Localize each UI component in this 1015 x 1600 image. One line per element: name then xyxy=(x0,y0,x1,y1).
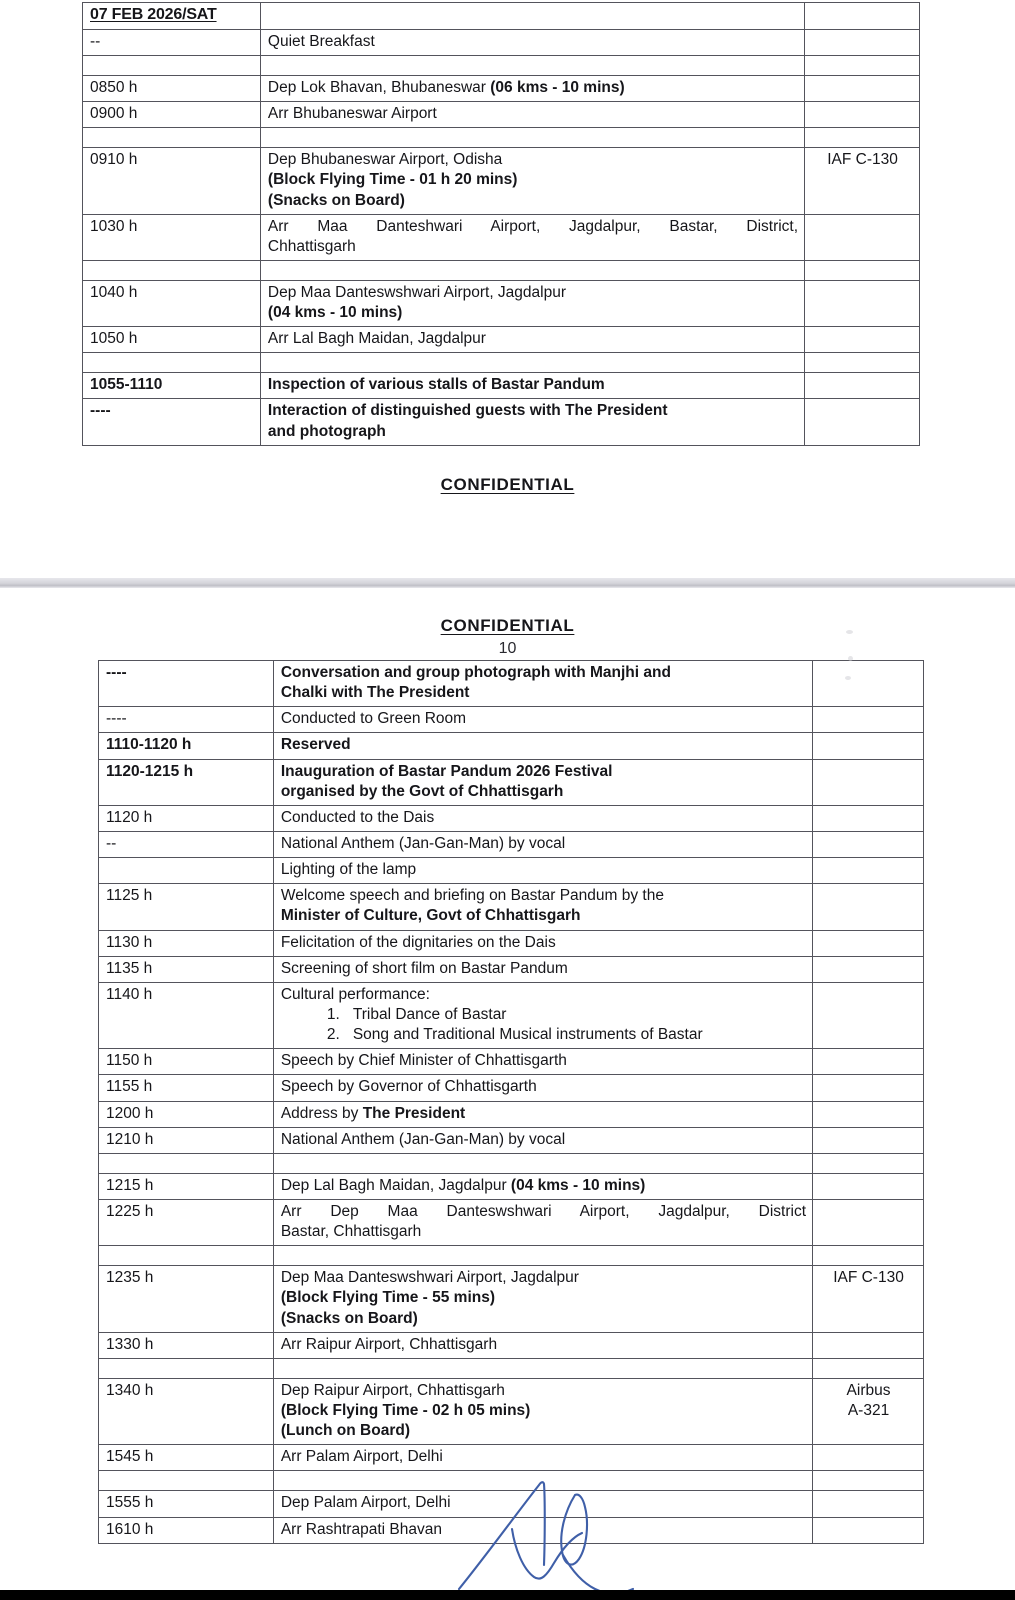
document-page-one xyxy=(0,0,1015,578)
row-time-cell: 0850 h xyxy=(83,75,261,101)
row-aircraft-cell xyxy=(805,29,920,55)
list-item: 1. Tribal Dance of Bastar xyxy=(326,1005,507,1023)
row-description-cell: Lighting of the lamp xyxy=(273,858,812,884)
row-description-cell: Arr Dep Maa Danteswshwari Airport, Jagdalpur, District Bastar, Chhattisgarh xyxy=(273,1199,812,1245)
table-row xyxy=(99,1199,924,1245)
table-row xyxy=(99,1173,924,1199)
row-description-cell: Dep Lal Bagh Maidan, Jagdalpur (04 kms - 10 mins) xyxy=(273,1173,812,1199)
row-aircraft-cell xyxy=(805,280,920,326)
row-aircraft-cell xyxy=(805,3,920,30)
row-description-cell: Speech by Chief Minister of Chhattisgarth xyxy=(273,1049,812,1075)
confidential-label: CONFIDENTIAL xyxy=(440,475,575,494)
row-aircraft-cell xyxy=(805,102,920,128)
row-time-cell: 1050 h xyxy=(83,327,261,353)
row-time-cell: 1235 h xyxy=(99,1266,274,1332)
table-row xyxy=(83,29,920,55)
row-aircraft-cell xyxy=(813,1075,924,1101)
row-time-cell: 1120-1215 h xyxy=(99,759,274,805)
row-time-cell: 1330 h xyxy=(99,1332,274,1358)
row-description-cell: Arr Rashtrapati Bhavan xyxy=(273,1517,812,1543)
table-spacer-row xyxy=(83,55,920,75)
table-row xyxy=(83,373,920,399)
table-spacer-row xyxy=(99,1153,924,1173)
table-row xyxy=(83,3,920,30)
table-row xyxy=(99,884,924,930)
table-spacer-row xyxy=(99,1358,924,1378)
table-row xyxy=(83,214,920,260)
scan-bottom-edge xyxy=(0,1590,1015,1600)
table-row xyxy=(99,982,924,1048)
table-row xyxy=(83,148,920,214)
row-description-cell: Dep Palam Airport, Delhi xyxy=(273,1491,812,1517)
row-description-cell: Arr Maa Danteshwari Airport, Jagdalpur, Bastar, District, Chhattisgarh xyxy=(260,214,804,260)
table-row xyxy=(99,1075,924,1101)
table-row xyxy=(83,327,920,353)
itinerary-table-page-one xyxy=(82,2,920,446)
row-description-cell: Felicitation of the dignitaries on the Dais xyxy=(273,930,812,956)
row-time-cell: 1055-1110 xyxy=(83,373,261,399)
row-aircraft-cell xyxy=(813,759,924,805)
row-time-cell xyxy=(83,3,261,30)
row-description-cell: Dep Maa Danteswshwari Airport, Jagdalpur (Block Flying Time - 55 mins) (Snacks on Board) xyxy=(273,1266,812,1332)
row-time-cell: 1150 h xyxy=(99,1049,274,1075)
row-time-cell: 1545 h xyxy=(99,1445,274,1471)
table-row xyxy=(99,733,924,759)
row-time-cell: 1155 h xyxy=(99,1075,274,1101)
row-description-cell: Reserved xyxy=(273,733,812,759)
row-description-cell: Inspection of various stalls of Bastar Pandum xyxy=(260,373,804,399)
confidential-label: CONFIDENTIAL xyxy=(440,616,575,635)
table-row xyxy=(99,759,924,805)
table-row xyxy=(99,1332,924,1358)
row-description-cell: National Anthem (Jan-Gan-Man) by vocal xyxy=(273,831,812,857)
row-aircraft-cell xyxy=(813,733,924,759)
row-aircraft-cell xyxy=(805,373,920,399)
row-aircraft-cell xyxy=(813,1445,924,1471)
row-description-cell: Screening of short film on Bastar Pandum xyxy=(273,956,812,982)
row-time-cell: 1130 h xyxy=(99,930,274,956)
row-aircraft-cell xyxy=(813,1199,924,1245)
row-time-cell: ---- xyxy=(83,399,261,445)
row-time-cell: 1610 h xyxy=(99,1517,274,1543)
row-time-cell: 1120 h xyxy=(99,805,274,831)
confidential-header-page-two xyxy=(0,616,1015,636)
row-description-cell: Dep Lok Bhavan, Bhubaneswar (06 kms - 10 mins) xyxy=(260,75,804,101)
confidential-footer-page-one xyxy=(0,475,1015,495)
scan-speckle xyxy=(846,630,853,634)
row-aircraft-cell xyxy=(813,1101,924,1127)
table-row xyxy=(83,102,920,128)
table-row xyxy=(99,1049,924,1075)
table-row xyxy=(99,1445,924,1471)
row-time-cell: 1210 h xyxy=(99,1127,274,1153)
table-row xyxy=(99,1491,924,1517)
table-row xyxy=(83,399,920,445)
row-description-cell: Speech by Governor of Chhattisgarth xyxy=(273,1075,812,1101)
row-aircraft-cell xyxy=(813,805,924,831)
row-description-cell: Arr Palam Airport, Delhi xyxy=(273,1445,812,1471)
row-aircraft-cell xyxy=(813,707,924,733)
row-time-cell: 1140 h xyxy=(99,982,274,1048)
list-item: 2. Song and Traditional Musical instruments of Bastar xyxy=(326,1026,703,1044)
row-time-cell: 0910 h xyxy=(83,148,261,214)
row-description-cell: Arr Lal Bagh Maidan, Jagdalpur xyxy=(260,327,804,353)
table-row xyxy=(83,75,920,101)
table-row xyxy=(99,1266,924,1332)
row-time-cell: 1135 h xyxy=(99,956,274,982)
row-aircraft-cell xyxy=(805,214,920,260)
row-description-cell: Arr Bhubaneswar Airport xyxy=(260,102,804,128)
row-description-cell: Welcome speech and briefing on Bastar Pandum by the Minister of Culture, Govt of Chhattisgarh xyxy=(273,884,812,930)
row-time-cell: 1125 h xyxy=(99,884,274,930)
document-page-two xyxy=(0,588,1015,1600)
row-aircraft-cell xyxy=(813,831,924,857)
row-time-cell: 1340 h xyxy=(99,1378,274,1444)
row-aircraft-cell: IAF C-130 xyxy=(813,1266,924,1332)
row-description-cell: National Anthem (Jan-Gan-Man) by vocal xyxy=(273,1127,812,1153)
row-description-cell: Inauguration of Bastar Pandum 2026 Festival organised by the Govt of Chhattisgarh xyxy=(273,759,812,805)
scan-speckle xyxy=(845,676,851,680)
table-spacer-row xyxy=(83,128,920,148)
row-aircraft-cell xyxy=(813,1127,924,1153)
table-row xyxy=(99,956,924,982)
table-row xyxy=(99,1378,924,1444)
row-time-cell: 1030 h xyxy=(83,214,261,260)
row-aircraft-cell xyxy=(813,858,924,884)
row-aircraft-cell xyxy=(813,1049,924,1075)
itinerary-table-body-page-two xyxy=(98,660,924,1544)
table-row xyxy=(99,661,924,707)
row-time-cell: -- xyxy=(99,831,274,857)
table-row xyxy=(99,805,924,831)
table-row xyxy=(99,831,924,857)
row-description-cell: Dep Raipur Airport, Chhattisgarh (Block Flying Time - 02 h 05 mins) (Lunch on Board) xyxy=(273,1378,812,1444)
table-spacer-row xyxy=(99,1471,924,1491)
row-aircraft-cell xyxy=(813,956,924,982)
row-time-cell: -- xyxy=(83,29,261,55)
row-time-cell: 1555 h xyxy=(99,1491,274,1517)
row-aircraft-cell xyxy=(813,1491,924,1517)
itinerary-table-page-two xyxy=(98,660,924,1544)
row-description-cell: Dep Bhubaneswar Airport, Odisha (Block Flying Time - 01 h 20 mins) (Snacks on Board) xyxy=(260,148,804,214)
row-description-cell: Conversation and group photograph with Manjhi and Chalki with The President xyxy=(273,661,812,707)
cultural-performance-list xyxy=(327,1005,806,1045)
row-description-cell xyxy=(260,3,804,30)
table-spacer-row xyxy=(83,353,920,373)
row-time-cell: 1215 h xyxy=(99,1173,274,1199)
itinerary-table-body-page-one xyxy=(82,2,920,446)
row-description-cell: Address by The President xyxy=(273,1101,812,1127)
table-row xyxy=(99,1517,924,1543)
row-aircraft-cell xyxy=(805,399,920,445)
row-time-cell: 0900 h xyxy=(83,102,261,128)
itinerary-date-header: 07 FEB 2026/SAT xyxy=(90,6,217,23)
row-aircraft-cell xyxy=(813,1173,924,1199)
row-description-cell: Dep Maa Danteswshwari Airport, Jagdalpur (04 kms - 10 mins) xyxy=(260,280,804,326)
table-row xyxy=(99,1127,924,1153)
row-aircraft-cell xyxy=(813,930,924,956)
row-time-cell xyxy=(99,858,274,884)
row-aircraft-cell xyxy=(813,1517,924,1543)
page-number: 10 xyxy=(498,640,517,657)
row-time-cell: ---- xyxy=(99,707,274,733)
row-aircraft-cell: Airbus A-321 xyxy=(813,1378,924,1444)
row-time-cell: 1040 h xyxy=(83,280,261,326)
scan-speckle xyxy=(848,656,853,661)
page-separator xyxy=(0,578,1015,588)
table-spacer-row xyxy=(83,260,920,280)
row-time-cell: 1200 h xyxy=(99,1101,274,1127)
row-aircraft-cell xyxy=(813,661,924,707)
table-row xyxy=(99,858,924,884)
row-time-cell: ---- xyxy=(99,661,274,707)
row-time-cell: 1225 h xyxy=(99,1199,274,1245)
row-description-cell: Cultural performance: 1. Tribal Dance of Bastar 2. Song and Traditional Musical instruments of Bastar xyxy=(273,982,812,1048)
row-description-cell: Arr Raipur Airport, Chhattisgarh xyxy=(273,1332,812,1358)
row-time-cell: 1110-1120 h xyxy=(99,733,274,759)
row-description-cell: Conducted to the Dais xyxy=(273,805,812,831)
row-aircraft-cell xyxy=(805,327,920,353)
table-spacer-row xyxy=(99,1246,924,1266)
row-description-cell: Quiet Breakfast xyxy=(260,29,804,55)
row-aircraft-cell xyxy=(805,75,920,101)
row-aircraft-cell: IAF C-130 xyxy=(805,148,920,214)
row-aircraft-cell xyxy=(813,884,924,930)
table-row xyxy=(99,930,924,956)
row-aircraft-cell xyxy=(813,1332,924,1358)
table-row xyxy=(99,1101,924,1127)
row-description-cell: Interaction of distinguished guests with The President and photograph xyxy=(260,399,804,445)
table-row xyxy=(83,280,920,326)
table-row xyxy=(99,707,924,733)
row-aircraft-cell xyxy=(813,982,924,1048)
row-description-cell: Conducted to Green Room xyxy=(273,707,812,733)
